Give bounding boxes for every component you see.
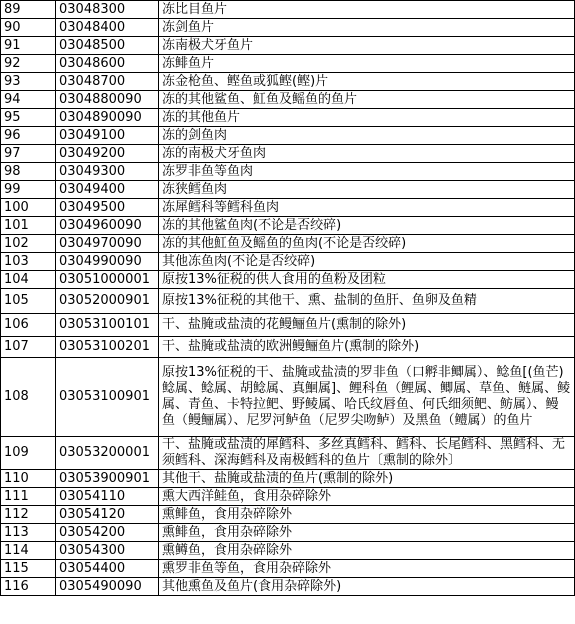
table-row [1,181,575,199]
hs-code-cell: 03053100901 [56,358,159,437]
row-number-cell: 116 [1,578,56,596]
product-name-cell: 冻狭鳕鱼肉 [159,181,575,199]
row-number-cell: 98 [1,163,56,181]
table-row [1,488,575,506]
table-row [1,109,575,127]
product-name-cell: 熏罗非鱼等鱼，食用杂碎除外 [159,560,575,578]
table-row [1,55,575,73]
row-number-cell: 102 [1,235,56,253]
product-name-cell: 其他熏鱼及鱼片(食用杂碎除外) [159,578,575,596]
hs-code-cell: 0305490090 [56,578,159,596]
table-row [1,358,575,437]
table-row [1,37,575,55]
product-name-cell: 熏鲱鱼，食用杂碎除外 [159,524,575,542]
table-row [1,578,575,596]
row-number-cell: 106 [1,314,56,337]
row-number-cell: 107 [1,337,56,358]
hs-code-cell: 03053100101 [56,314,159,337]
table-row [1,542,575,560]
table-row [1,314,575,337]
row-number-cell: 113 [1,524,56,542]
product-name-cell: 冻比目鱼片 [159,1,575,19]
table-row [1,163,575,181]
row-number-cell: 96 [1,127,56,145]
hs-code-cell: 03048300 [56,1,159,19]
row-number-cell: 115 [1,560,56,578]
row-number-cell: 109 [1,437,56,470]
hs-code-cell: 0304990090 [56,253,159,271]
hs-code-cell: 03049100 [56,127,159,145]
row-number-cell: 94 [1,91,56,109]
hs-code-cell: 03049200 [56,145,159,163]
table-row [1,253,575,271]
product-name-cell: 熏大西洋鲑鱼，食用杂碎除外 [159,488,575,506]
row-number-cell: 105 [1,289,56,314]
hs-code-cell: 03048400 [56,19,159,37]
hs-code-cell: 03053200001 [56,437,159,470]
hs-code-cell: 0304880090 [56,91,159,109]
product-name-cell: 冻剑鱼片 [159,19,575,37]
table-row [1,217,575,235]
hs-code-cell: 0304960090 [56,217,159,235]
product-name-cell: 冻金枪鱼、鲣鱼或狐鲣(鲣)片 [159,73,575,91]
product-name-cell: 干、盐腌或盐渍的犀鳕科、多丝真鳕科、鳕科、长尾鳕科、黑鳕科、无须鳕科、深海鳕科及南极鳕科的鱼片〔熏制的除外〕 [159,437,575,470]
product-name-cell: 其他冻鱼肉(不论是否绞碎) [159,253,575,271]
row-number-cell: 111 [1,488,56,506]
hs-code-cell: 03054300 [56,542,159,560]
row-number-cell: 114 [1,542,56,560]
product-name-cell: 冻的其他魟鱼及鳐鱼的鱼肉(不论是否绞碎) [159,235,575,253]
hs-code-cell: 03054200 [56,524,159,542]
hs-code-cell: 03054120 [56,506,159,524]
product-name-cell: 干、盐腌或盐渍的欧洲鳗鲡鱼片(熏制的除外) [159,337,575,358]
table-row [1,337,575,358]
hs-code-cell: 03048600 [56,55,159,73]
hs-code-cell: 03049400 [56,181,159,199]
row-number-cell: 89 [1,1,56,19]
row-number-cell: 97 [1,145,56,163]
row-number-cell: 103 [1,253,56,271]
product-name-cell: 熏鳟鱼，食用杂碎除外 [159,542,575,560]
hs-code-cell: 0304970090 [56,235,159,253]
product-name-cell: 冻的其他鲨鱼肉(不论是否绞碎) [159,217,575,235]
row-number-cell: 90 [1,19,56,37]
product-name-cell: 冻的其他鲨鱼、魟鱼及鳐鱼的鱼片 [159,91,575,109]
product-name-cell: 原按13%征税的干、盐腌或盐渍的罗非鱼（口孵非鲫属）、鲶鱼[(鱼芒)鲶属、鲶属、胡鲶属、真鮰属]、鲤科鱼（鲤属、鲫属、草鱼、鲢属、鲮属、青鱼、卡特拉鲃、野鲮属、哈氏纹唇鱼、何氏细须鲃、鲂属）、鳗鱼（鳗鲡属）、尼罗河鲈鱼（尼罗尖吻鲈）及黑鱼（鳢属）的鱼片 [159,358,575,437]
table-row [1,199,575,217]
table-row [1,91,575,109]
hs-code-cell: 03048700 [56,73,159,91]
product-name-cell: 冻的南极犬牙鱼肉 [159,145,575,163]
row-number-cell: 100 [1,199,56,217]
row-number-cell: 101 [1,217,56,235]
table-row [1,470,575,488]
product-name-cell: 熏鲱鱼，食用杂碎除外 [159,506,575,524]
hs-code-cell: 03052000901 [56,289,159,314]
row-number-cell: 95 [1,109,56,127]
product-name-cell: 干、盐腌或盐渍的花鳗鲡鱼片(熏制的除外) [159,314,575,337]
table-row [1,271,575,289]
product-name-cell: 冻的其他鱼片 [159,109,575,127]
table-row [1,506,575,524]
hs-code-cell: 03048500 [56,37,159,55]
table-row [1,560,575,578]
hs-code-cell: 03051000001 [56,271,159,289]
hs-code-cell: 03053900901 [56,470,159,488]
row-number-cell: 112 [1,506,56,524]
product-name-cell: 冻鲱鱼片 [159,55,575,73]
hs-code-cell: 03049300 [56,163,159,181]
product-name-cell: 其他干、盐腌或盐渍的鱼片(熏制的除外) [159,470,575,488]
product-name-cell: 冻罗非鱼等鱼肉 [159,163,575,181]
product-name-cell: 冻犀鳕科等鳕科鱼肉 [159,199,575,217]
table-row [1,1,575,19]
table-row [1,19,575,37]
table-row [1,289,575,314]
row-number-cell: 91 [1,37,56,55]
table-row [1,73,575,91]
product-name-cell: 冻的剑鱼肉 [159,127,575,145]
hs-code-cell: 0304890090 [56,109,159,127]
table-row [1,437,575,470]
hs-code-cell: 03049500 [56,199,159,217]
table-row [1,235,575,253]
product-name-cell: 原按13%征税的其他干、熏、盐制的鱼肝、鱼卵及鱼精 [159,289,575,314]
product-name-cell: 原按13%征税的供人食用的鱼粉及团粒 [159,271,575,289]
table-row [1,145,575,163]
row-number-cell: 108 [1,358,56,437]
hs-code-cell: 03054110 [56,488,159,506]
hs-code-cell: 03054400 [56,560,159,578]
row-number-cell: 92 [1,55,56,73]
product-name-cell: 冻南极犬牙鱼片 [159,37,575,55]
row-number-cell: 93 [1,73,56,91]
row-number-cell: 110 [1,470,56,488]
row-number-cell: 104 [1,271,56,289]
row-number-cell: 99 [1,181,56,199]
table-row [1,524,575,542]
table-row [1,127,575,145]
hs-code-cell: 03053100201 [56,337,159,358]
